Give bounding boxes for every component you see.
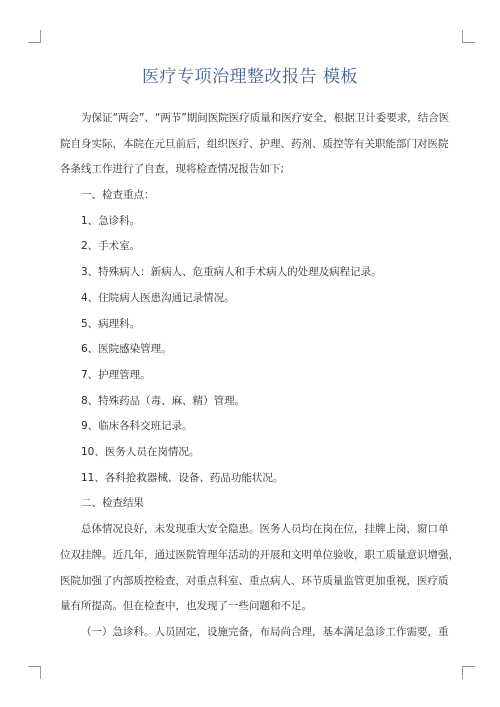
results-line: 总体情况良好，未发现重大安全隐患。医务人员均在岗在位，挂牌上岗，窗口单 [81,523,449,535]
crop-mark-bottom-left [28,666,41,679]
intro-line: 为保证“两会”、“两节”期间医院医疗质量和医疗安全，根据卫计委要求，结合医 [81,112,450,124]
crop-mark-bottom-right [462,666,475,679]
checkpoint-item: 9、临床各科交班记录。 [81,420,193,432]
checkpoint-item: 7、护理管理。 [81,369,151,381]
checkpoint-item: 4、住院病人医患沟通记录情况。 [81,292,235,304]
checkpoint-item: 2、手术室。 [81,240,141,252]
checkpoint-item: 3、特殊病人：新病人、危重病人和手术病人的处理及病程记录。 [81,266,382,278]
checkpoint-item: 11、各科抢救器械、设备、药品功能状况。 [81,472,284,484]
results-line: 量有所提高。但在检查中，也发现了一些问题和不足。 [60,600,312,612]
results-line: 位双挂牌。近几年，通过医院管理年活动的开展和文明单位验收，职工质量意识增强， [60,549,459,561]
section-heading-checkpoints: 一、检查重点： [81,189,155,201]
crop-mark-top-right [462,30,475,43]
checkpoint-item: 1、急诊科。 [81,215,141,227]
checkpoint-item: 5、病理科。 [81,318,141,330]
results-line: 医院加强了内部质控检查，对重点科室、重点病人、环节质量监管更加重视，医疗质 [60,575,449,587]
checkpoint-item: 10、医务人员在岗情况。 [81,446,200,458]
document-title: 医疗专项治理整改报告 模板 [142,67,358,87]
intro-line: 各条线工作进行了自查，现将检查情况报告如下; [60,163,285,175]
intro-line: 院自身实际，本院在元旦前后，组织医疗、护理、药剂、质控等有关职能部门对医院 [60,138,449,150]
section-heading-results: 二、检查结果 [81,497,144,509]
checkpoint-item: 6、医院感染管理。 [81,343,172,355]
emergency-dept-line: （一）急诊科。人员固定，设施完备，布局尚合理，基本满足急诊工作需要，重 [81,626,449,638]
checkpoint-item: 8、特殊药品（毒、麻、精）管理。 [81,395,246,407]
crop-mark-top-left [28,30,41,43]
